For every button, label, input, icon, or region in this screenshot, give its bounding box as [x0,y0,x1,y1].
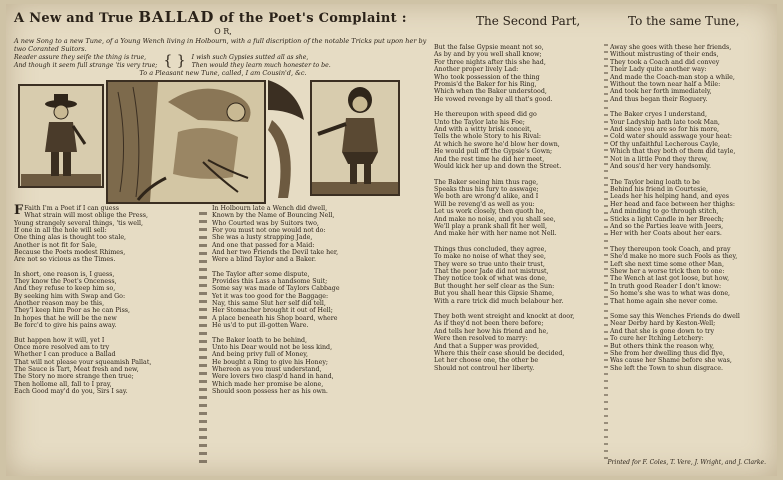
verse-line: And sous'd her very handsomly. [610,163,711,171]
verse-line: That the poor Jade did not mistrust, [434,267,549,275]
verse-line: In hopes that he will be the new [14,314,117,322]
verse-line: Promis'd the Baker for his Ring, [434,81,537,89]
verse-line: That will not please your squeamish Pallat, [14,358,152,366]
verse-line: Whereon as you must understand, [212,365,322,373]
verse-line: The Baker seeing him thus rage, [434,178,539,186]
stanza [212,205,424,264]
verse-line: Let us work closely, then quoth he, [434,208,546,216]
verse-line: They both went streight and knockt at door, [434,313,575,320]
verse-line: And minding to go through stitch, [610,208,719,216]
verse-line: The Sauce is Tart, Meat fresh and new, [14,365,139,373]
foliage-illustration [268,80,304,200]
verse-line: The Wench at last got loose, but how, [610,275,730,283]
verse-line: Her head and face between her thighs: [610,200,735,208]
verse-line: They were so true unto their trust, [434,260,545,268]
column-ornament [199,212,207,468]
verse-line: Where this their case should be decided, [434,350,565,358]
drop-capital: F [14,203,24,218]
verse-line: Known by the Name of Bouncing Nell, [212,212,335,220]
verse-line: She from her dwelling thus did flye, [610,350,725,358]
couplet-line: Then would they learn much honester to be. [191,61,331,69]
verse-line: But you shall hear this Gipsie Shame, [434,290,554,298]
couplet-line: And though it seem full strange 'tis very true; [14,61,158,69]
stanza [610,111,774,170]
woodcut-woman-by-tree [106,80,266,204]
verse-line: She was a lusty strapping Jade, [212,234,313,242]
verse-line: We'll play a prank shall fit her well, [434,222,547,230]
verse-line: With a rare trick did much belabour her. [434,297,564,305]
verse-line: Who took possession of the thing [434,73,540,81]
verse-line: He would pull off the Gypsie's Gown; [434,148,553,156]
first-part-verses [14,205,432,402]
verse-line: And her two Friends the Devil take her, [212,249,339,257]
stanza [14,271,200,330]
verse-line: Then hollome all, fall to I pray, [14,380,112,388]
stanza [212,337,424,396]
verse-line: Were a blind Taylor and a Baker. [212,256,317,264]
verse-line: Behind his friend in Courtesie, [610,185,708,193]
verse-line: But happen how it will, yet I [14,336,105,344]
man-figure-illustration [20,86,102,186]
verse-line: And make her with her name not Nell. [434,230,557,238]
verse-line: Were lovers two clasp'd hand in hand, [212,373,334,381]
verse-line: Unto his Dear would not be less kind, [212,343,333,351]
verse-line: She'd make no more such Fools as they, [610,253,738,261]
woodcut-illustrations [14,80,432,202]
verse-line: That home again she never come. [610,297,718,305]
verse-line: Unto the Taylor late his Foe; [434,118,525,126]
verse-line: Another proper lively Lad: [434,66,519,74]
stanza [610,246,774,305]
ballad-title: A New and True BALLAD of the Poet's Complaint : [14,8,407,26]
verse-line: Another reason may be this, [14,300,105,308]
verse-line: Left she next time some other Man, [610,260,724,268]
verse-line: But thought her self clear as the Sun: [434,282,555,290]
verse-line: As if they'd not been there before; [434,320,544,328]
stanza [610,179,774,238]
verse-line: The Taylor being loath to be [610,178,700,186]
verse-column-a [14,205,200,402]
verse-line: Provides this Lass a handsome Suit; [212,278,328,286]
verse-line: In Holbourn late a Wench did dwell, [212,205,328,212]
broadside-sheet [6,4,777,476]
verse-line: But the false Gypsie meant not so, [434,44,544,51]
verse-line: A place beneath his Shop board, where [212,314,338,322]
verse-line: Was cause her Shame before she was, [610,357,732,365]
verse-line: Which when the Baker understood, [434,88,547,96]
ballad-description: A new Song to a new Tune, of a Young Wench living in Holbourn, with a full discription of the notable Tricks put upon her by two Coranted Suitors. [14,37,427,53]
stanza [434,111,606,170]
verse-line: But others think the reason why, [610,342,715,350]
verse-line: As by and by you well shall know; [434,51,542,59]
verse-line: And that a Supper was provided, [434,342,540,350]
verse-line: And tells her how his friend and he, [434,327,549,335]
verse-line: For you must not one would not do: [212,227,326,235]
verse-line: They know the Poet's Onceness, [14,278,117,286]
introductory-couplets [14,54,432,69]
verse-line: The Baker cryes I understand, [610,111,707,119]
verse-line: He us'd to put ill-gotten Ware. [212,322,309,330]
verse-line: And being privy full of Money, [212,351,308,359]
verse-line: They notice took of what was done, [434,275,547,283]
verse-line: To make no noise of what they see, [434,253,546,261]
verse-line: And that she is gone down to try [610,327,715,335]
stanza [14,205,200,264]
verse-line: And one that passed for a Maid: [212,241,315,249]
verse-line: Their Lady quite another way: [610,66,707,74]
stanza [434,313,606,372]
verse-line: One thing alas is thought too stale, [14,234,127,242]
verse-line: In short, one reason is, I guess, [14,270,115,278]
verse-line: Yet it was too good for the Baggage: [212,292,329,300]
verse-line: Once more resolved am to try [14,343,110,351]
verse-line: Some say was made of Taylors Cabbage [212,285,340,293]
verse-line: He thereupon with speed did go [434,111,537,119]
verse-line: And made the Coach-man stop a while, [610,73,735,81]
verse-line: Which that they both of them did tayle, [610,148,736,156]
third-column-verses [610,44,774,372]
verse-line: Each Good may'd do you, Sirs I say. [14,387,128,395]
verse-line: He bought a Ring to give his Honey; [212,358,329,366]
stanza [434,44,606,103]
verse-line: In truth good Reader I don't know: [610,282,722,290]
verse-line: They thereupon took Coach, and pray [610,245,731,253]
verse-line: Because the Poets modest Rhimes, [14,249,126,257]
stanza [610,44,774,103]
verse-line: Some say this Wenches Friends do dwell [610,313,740,320]
woman-tree-illustration [108,82,264,202]
verse-line: Faith I'm a Poet if I can guess [24,205,119,212]
verse-line: The Taylor after some dispute, [212,270,310,278]
verse-line: At which he swore he'd blow her down, [434,140,560,148]
verse-line: Sticks a light Candle in her Breech; [610,215,724,223]
verse-line: Who Courted was by Suitors two, [212,219,319,227]
verse-line: Without the town near half a Mile: [610,81,721,89]
verse-line: By seeking him with Swap and Go: [14,292,126,300]
verse-line: For three nights after this she had, [434,58,546,66]
verse-line: To cure her Itching Letchery: [610,335,704,343]
printer-imprint: Printed for F. Coles, T. Vere, J. Wright, and J. Clarke. [607,459,766,466]
verse-line: Whether I can produce a Ballad [14,351,116,359]
verse-line: Be forc'd to give his pains away. [14,322,117,330]
column-divider-ornament [604,44,608,464]
stanza [434,246,606,305]
verse-line: Of thy unfaithful Lecherous Cayle, [610,140,721,148]
verse-line: And with a witty brisk conceit, [434,126,532,134]
verse-line: So home's she was to what was done, [610,290,731,298]
verse-line: And since you are so for his more, [610,126,720,134]
verse-line: The Baker loath to be behind, [212,336,308,344]
verse-line: And took her forth immediately, [610,88,712,96]
verse-line: Cold water should asswage your heat: [610,133,732,141]
verse-line: Are not so vicious as the Times. [14,256,116,264]
verse-line: And thus began their Roguery. [610,95,708,103]
second-part-verses [434,44,606,372]
verse-line: Near Derby hard by Keston-Well; [610,320,716,328]
verse-line: We both are wrong'd alike, and I [434,193,539,201]
first-part-column [14,4,432,402]
verse-line: He vowed revenge by all that's good. [434,95,553,103]
stanza [212,271,424,330]
couplet-line: Reader assure they seife the thing is true, [14,54,147,61]
second-part-column [434,4,606,380]
verse-line: She left the Town to shun disgrace. [610,364,724,372]
verse-line: Nay, this same Slut her self did tell, [212,300,326,308]
verse-line: Young strangely several things, 'tis well, [14,219,144,227]
verse-line: Should not controul her liberty. [434,364,535,372]
same-tune-title: To the same Tune, [628,14,740,28]
verse-column-b [212,205,424,402]
tune-line: To a Pleasant new Tune, called, I am Cousin'd, &c. [139,69,307,77]
verse-line: If one in all the hole will sell: [14,227,107,235]
woodcut-gallant-figure [310,80,400,196]
woodcut-foliage [268,80,304,200]
verse-line: Her with her Coats about her ears. [610,230,722,238]
verse-line: Another is not fit for Sale, [14,241,98,249]
verse-line: Were then resolved to marry: [434,335,528,343]
verse-line: They took a Coach and did convey [610,58,720,66]
verse-line: And make no noise, and you shall see, [434,215,556,223]
verse-line: Would kick her up and down the Street. [434,163,562,171]
gallant-figure-illustration [312,82,398,194]
verse-line: Tells the whole Story to his Rival: [434,133,542,141]
verse-line: They'l keep him Poor as he can Piss, [14,307,131,315]
verse-line: And they refuse to keep him so, [14,285,116,293]
couplet-line: I wish such Gypsies sutted all as she, [191,54,309,61]
verse-line: The Story no more strange then true; [14,373,134,381]
second-part-title: The Second Part, [476,14,581,28]
stanza [610,313,774,372]
stanza [14,337,200,396]
verse-line: Not in a little Pond they threw, [610,155,709,163]
verse-line: Should soon possess her as his own. [212,387,328,395]
or-subtitle: O R, [214,27,232,36]
verse-line: Things thus concluded, they agree, [434,245,547,253]
verse-line: Shew her a worse trick then to one: [610,267,725,275]
verse-line: And the rest time he did her meet, [434,155,545,163]
verse-line: Away she goes with these her friends, [610,44,732,51]
verse-line: Let her choose one, the other be [434,357,539,365]
verse-line: Your Ladyship hath late took Man, [610,118,720,126]
woodcut-man-with-hat [18,84,104,188]
verse-line: Without mistrusting of their ends, [610,51,719,59]
third-column [610,4,774,380]
verse-line: Leads her his helping hand, and eyes [610,193,729,201]
verse-line: Will be reveng'd as well as you: [434,200,535,208]
verse-line: Which made her promise be alone, [212,380,324,388]
verse-line: Her Stomacher brought it out of Hell; [212,307,333,315]
verse-line: What strain will most oblige the Press, [24,212,148,220]
verse-line: Speaks thus his fury to asswage; [434,185,539,193]
stanza [434,179,606,238]
brace-ornament: { } [163,52,186,69]
verse-line: And so the Parties leave with Jeers, [610,222,724,230]
